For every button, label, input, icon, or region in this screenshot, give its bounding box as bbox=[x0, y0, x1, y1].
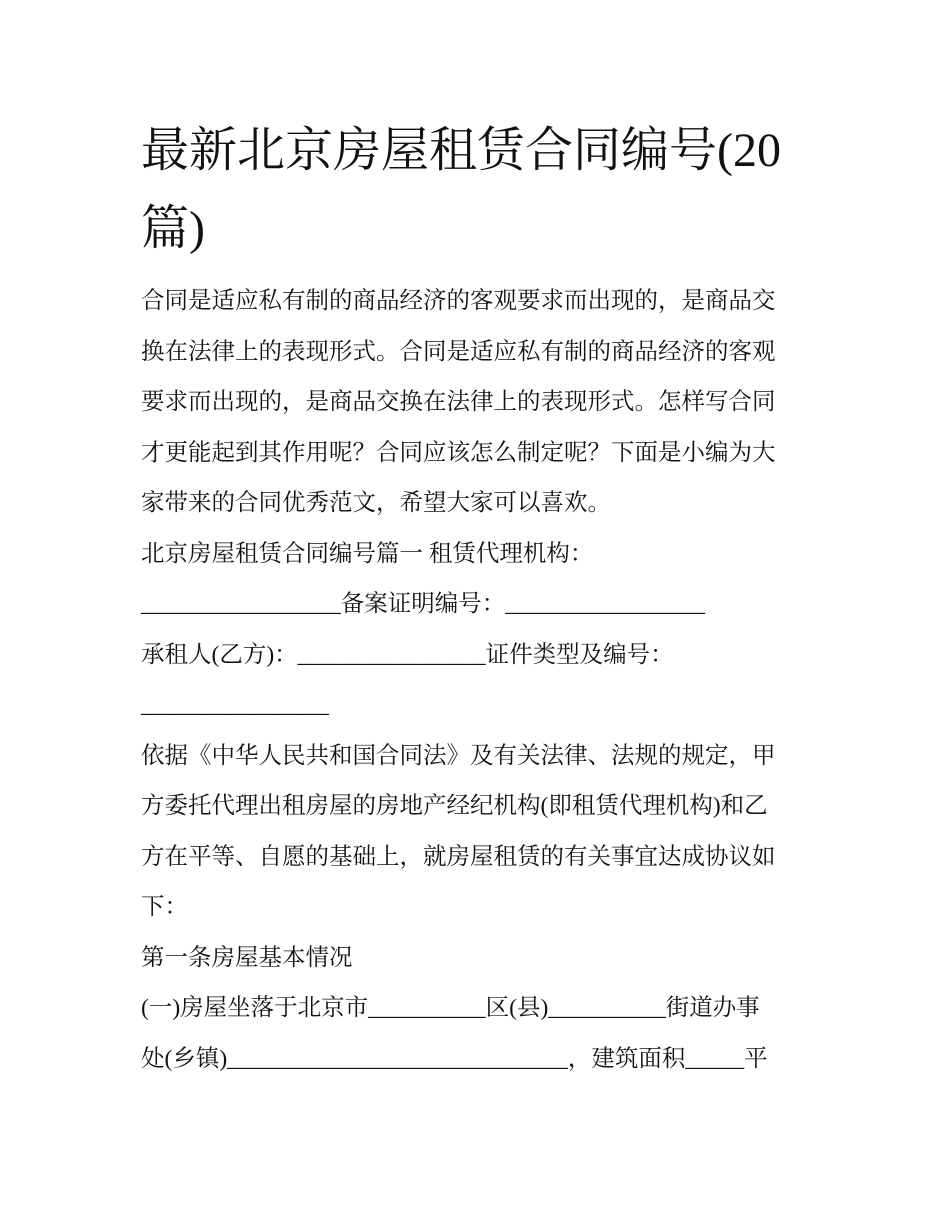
document-body bbox=[141, 276, 831, 1084]
document-title bbox=[141, 112, 831, 268]
text-line: 方在平等、自愿的基础上，就房屋租赁的有关事宜达成协议如 bbox=[141, 843, 776, 870]
text-line: 方委托代理出租房屋的房地产经纪机构(即租赁代理机构)和乙 bbox=[141, 793, 768, 819]
text-line: 家带来的合同优秀范文，希望大家可以喜欢。 bbox=[141, 490, 611, 516]
title-line-2: 篇) bbox=[141, 202, 205, 255]
text-line: 要求而出现的，是商品交换在法律上的表现形式。怎样写合同 bbox=[141, 389, 776, 415]
form-line: 处(乡镇)_____________________________，建筑面积_____平 bbox=[141, 1045, 768, 1072]
text-line: 依据《中华人民共和国合同法》及有关法律、法规的规定，甲 bbox=[141, 742, 776, 769]
title-line-1: 最新北京房屋租赁合同编号(20 bbox=[141, 124, 781, 177]
form-line: ________________ bbox=[141, 692, 329, 718]
form-line: 承租人(乙方)：________________证件类型及编号： bbox=[141, 641, 674, 668]
article-heading: 第一条房屋基本情况 bbox=[141, 944, 353, 971]
form-line: (一)房屋坐落于北京市__________区(县)__________街道办事 bbox=[141, 995, 760, 1021]
form-line: _________________备案证明编号：_________________ bbox=[141, 591, 705, 617]
text-line: 换在法律上的表现形式。合同是适应私有制的商品经济的客观 bbox=[141, 338, 776, 365]
section-heading: 北京房屋租赁合同编号篇一 租赁代理机构： bbox=[141, 540, 594, 567]
text-line: 才更能起到其作用呢？合同应该怎么制定呢？下面是小编为大 bbox=[141, 439, 776, 466]
text-line: 下： bbox=[141, 894, 188, 920]
text-line: 合同是适应私有制的商品经济的客观要求而出现的，是商品交 bbox=[141, 288, 776, 314]
